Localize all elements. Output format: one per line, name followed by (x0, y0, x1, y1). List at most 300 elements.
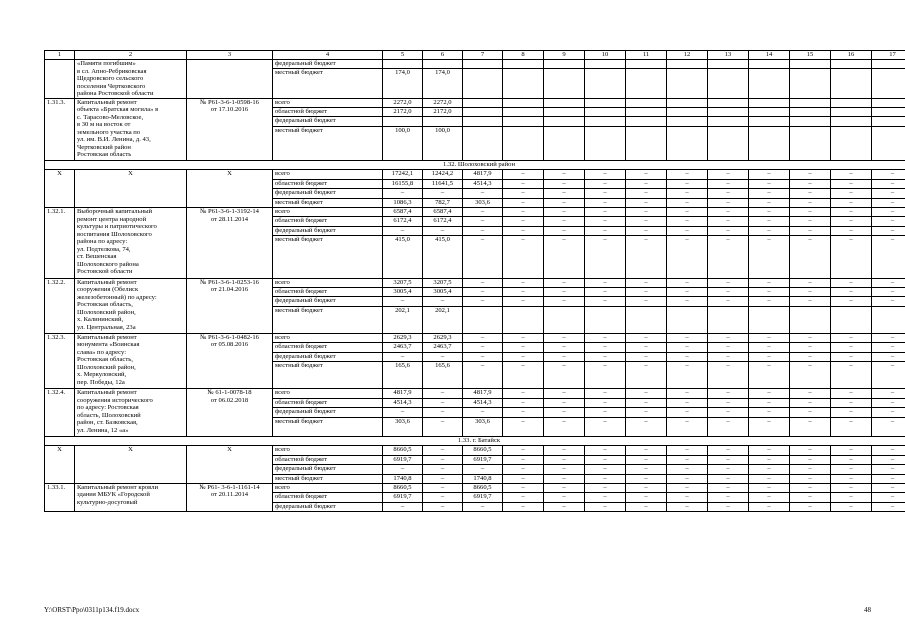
amount-col-17: – (872, 455, 905, 464)
amount-col-17: – (872, 189, 905, 198)
amount-col-13: – (708, 352, 749, 361)
amount-total: 17242,1 (383, 170, 423, 179)
amount-col-14: – (749, 217, 790, 226)
amount-col-11: – (626, 297, 667, 306)
amount-col-12 (667, 117, 708, 126)
amount-year-1: 3005,4 (423, 287, 463, 296)
budget-row (45, 60, 905, 69)
object-name: Выборочный капитальный ремонт центра народной культуры и патриотического воспитания Шолоховского района по адресу: ул. Подтелкова, 74, ст. Вешенская Шолоховского района Ростовской области (75, 208, 187, 278)
amount-col-15: – (790, 352, 831, 361)
amount-col-12: – (667, 455, 708, 464)
amount-year-1 (423, 60, 463, 69)
column-number: 14 (749, 51, 790, 60)
amount-col-17 (872, 117, 905, 126)
amount-year-1: – (423, 483, 463, 492)
amount-col-10 (585, 117, 626, 126)
amount-col-11 (626, 98, 667, 107)
amount-year-2: 4514,3 (463, 398, 503, 407)
amount-total: – (383, 408, 423, 417)
amount-col-17: – (872, 236, 905, 278)
funding-source: областной бюджет (273, 398, 383, 407)
amount-year-2: – (463, 208, 503, 217)
column-number: 12 (667, 51, 708, 60)
file-path: Y:\ORST\Ppo\0311p134.f19.docx (44, 606, 140, 614)
amount-col-8: – (503, 217, 544, 226)
amount-col-10 (585, 69, 626, 98)
amount-col-11: – (626, 446, 667, 455)
amount-col-10 (585, 126, 626, 161)
amount-col-9 (544, 107, 585, 116)
amount-col-12: – (667, 343, 708, 352)
amount-col-17: – (872, 417, 905, 437)
amount-year-2: – (463, 287, 503, 296)
section-row (45, 161, 905, 170)
amount-col-9: – (544, 179, 585, 188)
amount-col-12: – (667, 474, 708, 483)
amount-col-14: – (749, 474, 790, 483)
amount-col-17: – (872, 226, 905, 235)
amount-col-10: – (585, 417, 626, 437)
amount-col-15: – (790, 170, 831, 179)
amount-col-10: – (585, 333, 626, 342)
amount-col-10 (585, 306, 626, 333)
amount-col-9: – (544, 170, 585, 179)
amount-total (383, 60, 423, 69)
amount-col-8: – (503, 189, 544, 198)
amount-col-14 (749, 60, 790, 69)
amount-col-12: – (667, 236, 708, 278)
funding-source: всего (273, 446, 383, 455)
item-number: 1.32.2. (45, 278, 75, 333)
amount-col-8: – (503, 446, 544, 455)
amount-col-12: – (667, 362, 708, 389)
permit-document: № Р61-3-6-1-0482-16 от 05.08.2016 (187, 333, 273, 388)
amount-col-9: – (544, 362, 585, 389)
amount-col-15: – (790, 217, 831, 226)
funding-source: местный бюджет (273, 236, 383, 278)
amount-col-15: – (790, 493, 831, 502)
amount-total: 303,6 (383, 417, 423, 437)
amount-year-1: – (423, 455, 463, 464)
amount-col-14: – (749, 465, 790, 474)
amount-col-13: – (708, 297, 749, 306)
amount-year-2: – (463, 236, 503, 278)
amount-col-15 (790, 117, 831, 126)
amount-col-8 (503, 60, 544, 69)
amount-col-17: – (872, 474, 905, 483)
funding-source: федеральный бюджет (273, 297, 383, 306)
amount-col-12: – (667, 297, 708, 306)
amount-col-13 (708, 69, 749, 98)
amount-year-2: – (463, 217, 503, 226)
amount-year-2: 303,6 (463, 198, 503, 207)
amount-col-13: – (708, 398, 749, 407)
amount-col-10: – (585, 189, 626, 198)
funding-source: местный бюджет (273, 306, 383, 333)
amount-col-9: – (544, 287, 585, 296)
funding-source: областной бюджет (273, 107, 383, 116)
amount-col-14: – (749, 389, 790, 398)
permit-document: № 61-1-0078-18 от 06.02.2018 (187, 389, 273, 437)
amount-col-10: – (585, 278, 626, 287)
amount-col-17: – (872, 493, 905, 502)
budget-row (45, 170, 905, 179)
amount-col-15: – (790, 198, 831, 207)
amount-col-11 (626, 306, 667, 333)
amount-col-8: – (503, 278, 544, 287)
amount-col-16: – (831, 278, 872, 287)
funding-source: областной бюджет (273, 217, 383, 226)
amount-col-16 (831, 306, 872, 333)
amount-col-15: – (790, 465, 831, 474)
amount-col-11: – (626, 352, 667, 361)
amount-col-12: – (667, 352, 708, 361)
item-number (45, 60, 75, 99)
amount-col-14 (749, 306, 790, 333)
amount-col-12 (667, 98, 708, 107)
amount-col-14: – (749, 502, 790, 511)
amount-col-9: – (544, 297, 585, 306)
amount-col-13: – (708, 198, 749, 207)
funding-source: местный бюджет (273, 417, 383, 437)
amount-col-8: – (503, 343, 544, 352)
funding-source: всего (273, 483, 383, 492)
amount-col-13 (708, 107, 749, 116)
amount-col-14: – (749, 343, 790, 352)
amount-col-9: – (544, 343, 585, 352)
funding-source: всего (273, 208, 383, 217)
amount-col-10: – (585, 179, 626, 188)
amount-col-10: – (585, 226, 626, 235)
amount-col-11: – (626, 408, 667, 417)
amount-year-2: – (463, 408, 503, 417)
funding-source: местный бюджет (273, 126, 383, 161)
amount-year-1: 2463,7 (423, 343, 463, 352)
amount-col-13: – (708, 408, 749, 417)
amount-col-14 (749, 107, 790, 116)
amount-col-16: – (831, 217, 872, 226)
amount-col-15: – (790, 287, 831, 296)
amount-total: 1086,3 (383, 198, 423, 207)
funding-source: федеральный бюджет (273, 408, 383, 417)
amount-year-1: 6587,4 (423, 208, 463, 217)
amount-year-2: – (463, 297, 503, 306)
amount-col-12 (667, 60, 708, 69)
budget-row (45, 483, 905, 492)
section-title: 1.33. г. Батайск (45, 437, 905, 446)
amount-col-8: – (503, 170, 544, 179)
amount-total: – (383, 226, 423, 235)
amount-year-2: – (463, 226, 503, 235)
amount-year-1: 6172,4 (423, 217, 463, 226)
amount-year-1: – (423, 352, 463, 361)
amount-col-13: – (708, 465, 749, 474)
amount-col-9: – (544, 446, 585, 455)
amount-col-14: – (749, 493, 790, 502)
amount-col-13: – (708, 446, 749, 455)
amount-col-10: – (585, 398, 626, 407)
amount-col-12 (667, 126, 708, 161)
amount-col-17 (872, 69, 905, 98)
amount-col-12: – (667, 417, 708, 437)
amount-col-8: – (503, 389, 544, 398)
item-number: 1.32.3. (45, 333, 75, 388)
amount-col-11: – (626, 417, 667, 437)
amount-col-10: – (585, 352, 626, 361)
amount-col-17: – (872, 362, 905, 389)
funding-source: областной бюджет (273, 287, 383, 296)
amount-total: 1740,8 (383, 474, 423, 483)
amount-col-8 (503, 126, 544, 161)
amount-year-2: 4817,9 (463, 170, 503, 179)
amount-year-2 (463, 107, 503, 116)
column-number: 16 (831, 51, 872, 60)
amount-year-2 (463, 117, 503, 126)
funding-source: областной бюджет (273, 493, 383, 502)
amount-year-1: 2272,0 (423, 98, 463, 107)
amount-col-14: – (749, 352, 790, 361)
amount-col-15: – (790, 297, 831, 306)
budget-row (45, 389, 905, 398)
amount-col-8: – (503, 502, 544, 511)
amount-col-14: – (749, 446, 790, 455)
amount-col-12 (667, 69, 708, 98)
amount-col-10: – (585, 389, 626, 398)
amount-col-15: – (790, 333, 831, 342)
amount-col-11: – (626, 333, 667, 342)
amount-col-10: – (585, 483, 626, 492)
amount-col-16 (831, 60, 872, 69)
amount-col-12: – (667, 465, 708, 474)
amount-col-16: – (831, 389, 872, 398)
amount-total: 415,0 (383, 236, 423, 278)
amount-total: 16155,8 (383, 179, 423, 188)
amount-col-16 (831, 117, 872, 126)
amount-year-2: 6919,7 (463, 455, 503, 464)
amount-col-12: – (667, 189, 708, 198)
budget-row (45, 333, 905, 342)
amount-col-14: – (749, 198, 790, 207)
amount-col-8: – (503, 333, 544, 342)
amount-total: 8660,5 (383, 446, 423, 455)
amount-col-15: – (790, 474, 831, 483)
amount-col-15: – (790, 226, 831, 235)
amount-col-13: – (708, 362, 749, 389)
amount-col-15: – (790, 343, 831, 352)
funding-source: федеральный бюджет (273, 117, 383, 126)
amount-col-8 (503, 306, 544, 333)
amount-col-10: – (585, 287, 626, 296)
amount-col-17 (872, 98, 905, 107)
amount-col-17 (872, 126, 905, 161)
amount-col-16: – (831, 343, 872, 352)
funding-source: федеральный бюджет (273, 60, 383, 69)
amount-col-9: – (544, 455, 585, 464)
amount-col-17: – (872, 465, 905, 474)
amount-col-15: – (790, 455, 831, 464)
amount-col-8: – (503, 198, 544, 207)
amount-total: 6587,4 (383, 208, 423, 217)
amount-col-16: – (831, 170, 872, 179)
amount-col-11: – (626, 278, 667, 287)
amount-col-8: – (503, 408, 544, 417)
amount-col-10: – (585, 465, 626, 474)
amount-col-8: – (503, 465, 544, 474)
amount-col-10 (585, 107, 626, 116)
amount-col-15: – (790, 208, 831, 217)
amount-col-17: – (872, 483, 905, 492)
amount-col-9: – (544, 352, 585, 361)
amount-col-16 (831, 98, 872, 107)
amount-year-1: 782,7 (423, 198, 463, 207)
amount-col-13: – (708, 455, 749, 464)
item-number: Х (45, 446, 75, 484)
amount-col-15 (790, 60, 831, 69)
amount-year-1: – (423, 474, 463, 483)
amount-col-15: – (790, 408, 831, 417)
column-number: 11 (626, 51, 667, 60)
amount-col-12: – (667, 170, 708, 179)
column-number: 6 (423, 51, 463, 60)
amount-col-16: – (831, 189, 872, 198)
amount-col-17 (872, 107, 905, 116)
amount-col-13: – (708, 493, 749, 502)
amount-col-8: – (503, 474, 544, 483)
amount-col-11: – (626, 502, 667, 511)
amount-col-12: – (667, 502, 708, 511)
amount-col-8: – (503, 226, 544, 235)
amount-col-16 (831, 107, 872, 116)
amount-col-9 (544, 126, 585, 161)
amount-year-2: 4817,9 (463, 389, 503, 398)
amount-year-2 (463, 69, 503, 98)
amount-year-2: – (463, 278, 503, 287)
amount-year-1: – (423, 189, 463, 198)
amount-col-13: – (708, 170, 749, 179)
amount-col-14: – (749, 179, 790, 188)
amount-col-15: – (790, 389, 831, 398)
amount-col-15 (790, 126, 831, 161)
amount-year-1: 2629,3 (423, 333, 463, 342)
column-number: 13 (708, 51, 749, 60)
funding-source: местный бюджет (273, 362, 383, 389)
column-number: 17 (872, 51, 905, 60)
item-number: Х (45, 170, 75, 208)
amount-col-13: – (708, 502, 749, 511)
item-number: 1.32.4. (45, 389, 75, 437)
amount-col-9: – (544, 333, 585, 342)
page-number: 48 (864, 606, 871, 614)
amount-year-2: – (463, 502, 503, 511)
amount-col-16: – (831, 297, 872, 306)
funding-source: федеральный бюджет (273, 352, 383, 361)
amount-col-13: – (708, 226, 749, 235)
amount-col-12: – (667, 389, 708, 398)
amount-total: 100,0 (383, 126, 423, 161)
amount-col-17: – (872, 208, 905, 217)
amount-col-13: – (708, 217, 749, 226)
amount-col-12: – (667, 408, 708, 417)
amount-total: – (383, 465, 423, 474)
permit-document: № Р61-3-6-1-0253-16 от 21.04.2016 (187, 278, 273, 333)
amount-col-9: – (544, 226, 585, 235)
amount-col-8: – (503, 208, 544, 217)
amount-col-17: – (872, 217, 905, 226)
amount-col-12: – (667, 226, 708, 235)
amount-year-2: – (463, 343, 503, 352)
amount-col-16: – (831, 483, 872, 492)
object-name: Х (75, 170, 187, 208)
amount-col-9 (544, 60, 585, 69)
permit-document: Х (187, 170, 273, 208)
object-name: «Памяти погибшим» в сл. Апно-Ребриковская Щедровского сельского поселения Чертковского района Ростовской области (75, 60, 187, 99)
amount-year-1: – (423, 417, 463, 437)
amount-col-11: – (626, 343, 667, 352)
amount-year-2: 303,6 (463, 417, 503, 437)
amount-col-9 (544, 98, 585, 107)
amount-col-13: – (708, 287, 749, 296)
object-name: Капитальный ремонт сооружения исторического по адресу: Ростовская область, Шолоховский район, ст. Базковская, ул. Ленина, 12 «а» (75, 389, 187, 437)
amount-col-14: – (749, 362, 790, 389)
amount-year-2: – (463, 333, 503, 342)
amount-col-15: – (790, 483, 831, 492)
amount-col-13: – (708, 236, 749, 278)
amount-col-15: – (790, 502, 831, 511)
amount-col-11: – (626, 179, 667, 188)
amount-col-16: – (831, 362, 872, 389)
amount-col-12: – (667, 179, 708, 188)
amount-col-14: – (749, 417, 790, 437)
permit-document: № Р61- 3-6-1-1161-14 от 20.11.2014 (187, 483, 273, 511)
amount-col-16: – (831, 398, 872, 407)
amount-col-13: – (708, 179, 749, 188)
amount-col-12 (667, 107, 708, 116)
amount-year-2 (463, 60, 503, 69)
funding-source: федеральный бюджет (273, 502, 383, 511)
amount-col-17: – (872, 352, 905, 361)
amount-col-11: – (626, 398, 667, 407)
amount-col-17: – (872, 398, 905, 407)
amount-col-10: – (585, 217, 626, 226)
object-name: Капитальный ремонт сооружения (Обелиск железобетонный) по адресу: Ростовская область, Шолоховский район, х. Калининский, ул. Центральная, 23а (75, 278, 187, 333)
amount-year-1: – (423, 389, 463, 398)
amount-col-13 (708, 60, 749, 69)
amount-col-13: – (708, 333, 749, 342)
item-number: 1.33.1. (45, 483, 75, 511)
amount-col-15 (790, 107, 831, 116)
amount-year-1: 100,0 (423, 126, 463, 161)
amount-col-16: – (831, 352, 872, 361)
amount-col-9: – (544, 217, 585, 226)
amount-col-15: – (790, 278, 831, 287)
funding-source: федеральный бюджет (273, 226, 383, 235)
amount-col-16 (831, 126, 872, 161)
amount-col-17: – (872, 179, 905, 188)
amount-year-1: – (423, 502, 463, 511)
amount-year-1: 165,6 (423, 362, 463, 389)
amount-col-10: – (585, 198, 626, 207)
amount-col-15: – (790, 236, 831, 278)
amount-col-16: – (831, 465, 872, 474)
amount-total: 2629,3 (383, 333, 423, 342)
amount-col-16: – (831, 208, 872, 217)
amount-col-14: – (749, 455, 790, 464)
amount-col-10: – (585, 455, 626, 464)
amount-col-8: – (503, 483, 544, 492)
object-name: Капитальный ремонт объекта «Братская могила» в с. Тарасово-Меловское, в 30 м на восток от земельного участка по ул. им. В.И. Ленина, д. 43, Чертковский район Ростовская область (75, 98, 187, 161)
amount-col-15: – (790, 417, 831, 437)
amount-col-14: – (749, 408, 790, 417)
